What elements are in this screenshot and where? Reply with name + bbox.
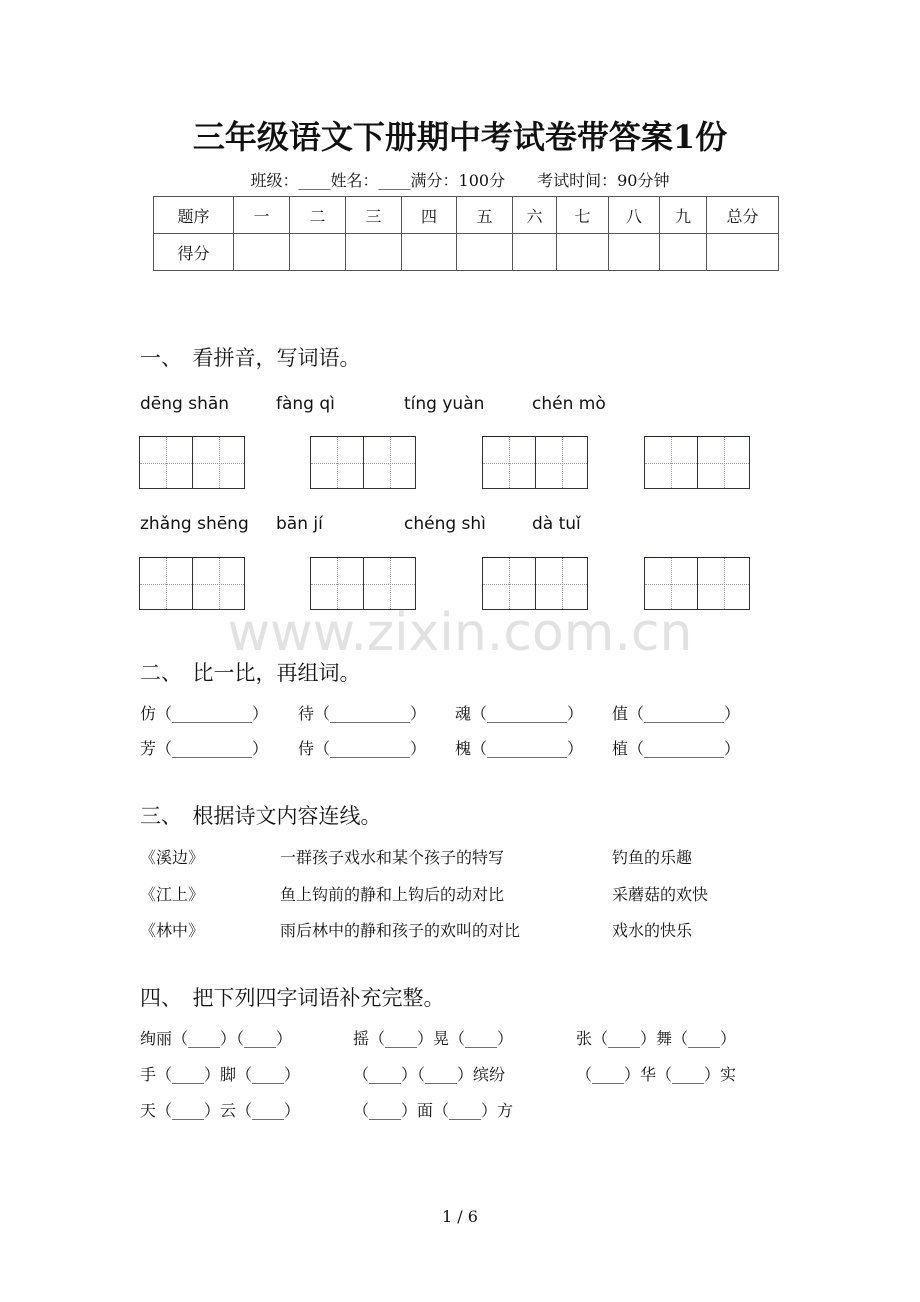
score-row-label: 得分 — [154, 234, 234, 271]
score-header-cell: 五 — [457, 197, 513, 234]
pinyin-label: chén mò — [532, 394, 606, 414]
writing-grid-box[interactable] — [310, 436, 416, 489]
writing-grid-box[interactable] — [139, 557, 245, 610]
word-blank-item[interactable]: 待（__________） — [298, 704, 427, 723]
score-header-cell: 六 — [513, 197, 557, 234]
grid-guide-line — [509, 558, 510, 609]
match-item-right[interactable]: 采蘑菇的欢快 — [612, 884, 709, 904]
grid-guide-line — [671, 437, 672, 488]
writing-grid-box[interactable] — [644, 557, 750, 610]
section-4-heading: 四、 把下列四字词语补充完整。 — [140, 986, 445, 1010]
grid-guide-line — [724, 558, 725, 609]
score-input-cell[interactable] — [457, 234, 513, 271]
score-input-cell[interactable] — [513, 234, 557, 271]
score-table — [153, 196, 779, 271]
pinyin-label: fàng qì — [276, 394, 335, 414]
writing-grid-box[interactable] — [482, 436, 588, 489]
score-input-cell[interactable] — [660, 234, 707, 271]
pinyin-label: tíng yuàn — [404, 394, 485, 414]
grid-guide-line — [562, 558, 563, 609]
idiom-blank-item[interactable]: 天（____）云（____） — [140, 1101, 301, 1120]
word-blank-item[interactable]: 槐（__________） — [455, 739, 584, 758]
match-item-right[interactable]: 戏水的快乐 — [612, 921, 693, 940]
idiom-blank-item[interactable]: 绚丽（____）（____） — [140, 1029, 293, 1048]
match-item-left[interactable]: 《林中》 — [140, 921, 205, 940]
word-blank-item[interactable]: 魂（__________） — [455, 704, 584, 723]
match-item-middle[interactable]: 鱼上钩前的静和上钩后的动对比 — [280, 884, 505, 904]
writing-grid-box[interactable] — [482, 557, 588, 610]
score-header-cell: 总分 — [707, 197, 779, 234]
score-header-cell: 二 — [290, 197, 346, 234]
grid-guide-line — [645, 463, 749, 464]
grid-guide-line — [724, 437, 725, 488]
pinyin-label: zhǎng shēng — [140, 514, 249, 534]
grid-guide-line — [166, 558, 167, 609]
grid-guide-line — [483, 584, 587, 585]
grid-guide-line — [140, 463, 244, 464]
grid-guide-line — [645, 584, 749, 585]
grid-guide-line — [311, 463, 415, 464]
score-input-cell[interactable] — [290, 234, 346, 271]
grid-guide-line — [337, 437, 338, 488]
grid-guide-line — [509, 437, 510, 488]
page-number: 1 / 6 — [442, 1207, 478, 1226]
section-2-heading: 二、 比一比，再组词。 — [140, 661, 361, 685]
page-title: 三年级语文下册期中考试卷带答案1份 — [192, 118, 728, 156]
score-input-cell[interactable] — [234, 234, 290, 271]
grid-guide-line — [390, 558, 391, 609]
grid-guide-line — [390, 437, 391, 488]
score-header-cell: 八 — [609, 197, 660, 234]
writing-grid-box[interactable] — [644, 436, 750, 489]
score-input-cell[interactable] — [557, 234, 609, 271]
word-blank-item[interactable]: 侍（__________） — [298, 739, 427, 758]
score-header-cell: 四 — [402, 197, 457, 234]
grid-guide-line — [219, 558, 220, 609]
idiom-blank-item[interactable]: （____）华（____）实 — [576, 1065, 737, 1084]
section-1-heading: 一、 看拼音，写词语。 — [140, 346, 361, 370]
score-header-cell: 三 — [346, 197, 402, 234]
score-input-cell[interactable] — [609, 234, 660, 271]
idiom-blank-item[interactable]: （____）（____）缤纷 — [353, 1065, 506, 1084]
grid-guide-line — [140, 584, 244, 585]
grid-guide-line — [219, 437, 220, 488]
pinyin-label: chéng shì — [404, 514, 486, 534]
section-3-heading: 三、 根据诗文内容连线。 — [140, 804, 382, 828]
word-blank-item[interactable]: 仿（__________） — [140, 704, 269, 723]
writing-grid-box[interactable] — [310, 557, 416, 610]
grid-guide-line — [483, 463, 587, 464]
score-header-cell: 题序 — [154, 197, 234, 234]
score-header-cell: 七 — [557, 197, 609, 234]
grid-guide-line — [311, 584, 415, 585]
pinyin-label: dà tuǐ — [532, 514, 581, 534]
grid-guide-line — [671, 558, 672, 609]
writing-grid-box[interactable] — [139, 436, 245, 489]
idiom-blank-item[interactable]: 张（____）舞（____） — [576, 1029, 737, 1048]
score-header-cell: 九 — [660, 197, 707, 234]
grid-guide-line — [337, 558, 338, 609]
idiom-blank-item[interactable]: 手（____）脚（____） — [140, 1065, 301, 1084]
score-header-cell: 一 — [234, 197, 290, 234]
exam-info: 班级：____姓名：____满分：100分 考试时间：90分钟 — [250, 171, 670, 190]
word-blank-item[interactable]: 芳（__________） — [140, 739, 269, 758]
grid-guide-line — [562, 437, 563, 488]
score-input-cell[interactable] — [707, 234, 779, 271]
pinyin-label: bān jí — [276, 514, 323, 534]
pinyin-label: dēng shān — [140, 394, 230, 414]
match-item-middle[interactable]: 一群孩子戏水和某个孩子的特写 — [280, 848, 505, 867]
word-blank-item[interactable]: 植（__________） — [612, 739, 741, 758]
score-input-cell[interactable] — [346, 234, 402, 271]
watermark: www.zixin.com.cn — [227, 603, 693, 663]
match-item-right[interactable]: 钓鱼的乐趣 — [612, 848, 693, 867]
word-blank-item[interactable]: 值（__________） — [612, 704, 741, 723]
score-input-cell[interactable] — [402, 234, 457, 271]
idiom-blank-item[interactable]: （____）面（____）方 — [353, 1101, 514, 1120]
match-item-middle[interactable]: 雨后林中的静和孩子的欢叫的对比 — [280, 921, 521, 940]
match-item-left[interactable]: 《溪边》 — [140, 848, 205, 867]
match-item-left[interactable]: 《江上》 — [140, 884, 205, 904]
grid-guide-line — [166, 437, 167, 488]
idiom-blank-item[interactable]: 摇（____）晃（____） — [353, 1029, 514, 1048]
